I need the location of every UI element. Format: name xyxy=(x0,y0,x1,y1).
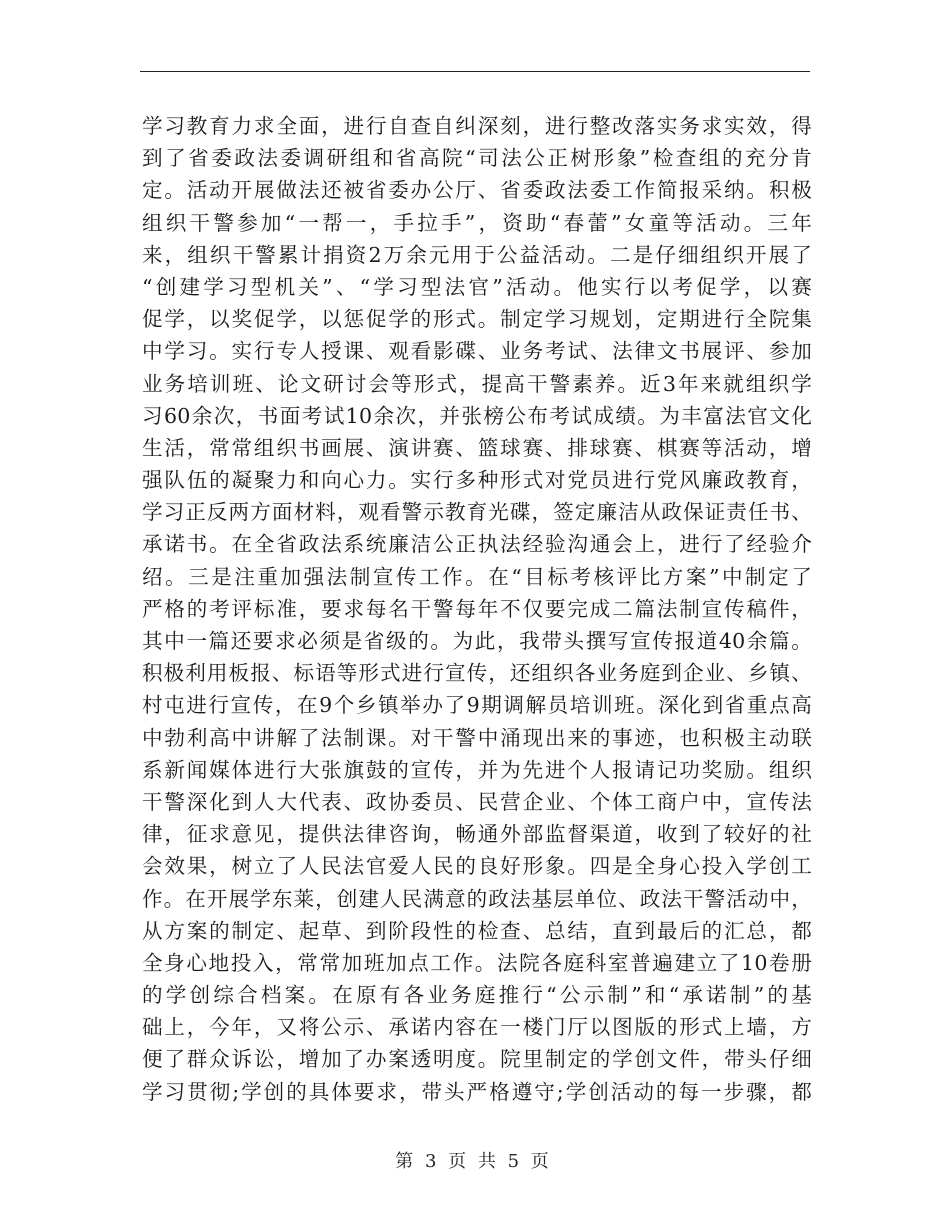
text-line: 中勃利高中讲解了法制课。对干警中涌现出来的事迹，也积极主动联 xyxy=(142,725,812,750)
text-line: 组织干警参加“一帮一，手拉手”，资助“春蕾”女童等活动。三年 xyxy=(142,210,812,235)
text-line: 会效果，树立了人民法官爱人民的良好形象。四是全身心投入学创工 xyxy=(142,854,812,879)
text-line: “创建学习型机关”、“学习型法官”活动。他实行以考促学，以赛 xyxy=(142,274,812,299)
text-line: 其中一篇还要求必须是省级的。为此，我带头撰写宣传报道40余篇。 xyxy=(142,629,812,653)
text-line: 绍。三是注重加强法制宣传工作。在“目标考核评比方案”中制定了 xyxy=(142,564,812,589)
header-rule xyxy=(140,71,810,72)
text-line: 业务培训班、论文研讨会等形式，提高干警素养。近3年来就组织学 xyxy=(142,371,812,396)
footer-current-page: 3 xyxy=(424,1151,437,1172)
text-line: 严格的考评标准，要求每名干警每年不仅要完成二篇法制宣传稿件， xyxy=(142,596,812,621)
page-footer xyxy=(0,1150,950,1174)
text-line: 生活，常常组织书画展、演讲赛、篮球赛、排球赛、棋赛等活动，增 xyxy=(142,435,812,460)
text-line: 承诺书。在全省政法系统廉洁公正执法经验沟通会上，进行了经验介 xyxy=(142,532,812,557)
text-line: 学习正反两方面材料，观看警示教育光碟，签定廉洁从政保证责任书、 xyxy=(142,500,812,525)
text-line: 学习教育力求全面，进行自查自纠深刻，进行整改落实务求实效，得 xyxy=(142,114,812,138)
body-text xyxy=(142,110,812,1108)
text-line: 的学创综合档案。在原有各业务庭推行“公示制”和“承诺制”的基 xyxy=(142,983,812,1008)
text-line: 积极利用板报、标语等形式进行宣传，还组织各业务庭到企业、乡镇、 xyxy=(142,661,812,686)
footer-total-pages: 5 xyxy=(507,1151,520,1172)
text-line: 从方案的制定、起草、到阶段性的检查、总结，直到最后的汇总，都 xyxy=(142,918,812,943)
text-line: 学习贯彻;学创的具体要求，带头严格遵守;学创活动的每一步骤，都 xyxy=(142,1079,812,1104)
text-line: 础上，今年，又将公示、承诺内容在一楼门厅以图版的形式上墙，方 xyxy=(142,1015,812,1040)
text-line: 习60余次，书面考试10余次，并张榜公布考试成绩。为丰富法官文化 xyxy=(142,403,812,428)
footer-label-total: 共 xyxy=(477,1151,496,1172)
text-line: 促学，以奖促学，以惩促学的形式。制定学习规划，定期进行全院集 xyxy=(142,307,812,332)
text-line: 来，组织干警累计捐资2万余元用于公益活动。二是仔细组织开展了 xyxy=(142,242,812,267)
text-line: 全身心地投入，常常加班加点工作。法院各庭科室普遍建立了10卷册 xyxy=(142,950,812,975)
footer-label-prefix: 第 xyxy=(395,1151,414,1172)
text-line: 强队伍的凝聚力和向心力。实行多种形式对党员进行党风廉政教育， xyxy=(142,468,812,493)
text-line: 村屯进行宣传，在9个乡镇举办了9期调解员培训班。深化到省重点高 xyxy=(142,693,812,718)
text-line: 中学习。实行专人授课、观看影碟、业务考试、法律文书展评、参加 xyxy=(142,339,812,364)
text-line: 到了省委政法委调研组和省高院“司法公正树形象”检查组的充分肯 xyxy=(142,146,812,171)
text-line: 系新闻媒体进行大张旗鼓的宣传，并为先进个人报请记功奖励。组织 xyxy=(142,757,812,782)
text-line: 便了群众诉讼，增加了办案透明度。院里制定的学创文件，带头仔细 xyxy=(142,1047,812,1072)
text-line: 律，征求意见，提供法律咨询，畅通外部监督渠道，收到了较好的社 xyxy=(142,822,812,847)
text-line: 定。活动开展做法还被省委办公厅、省委政法委工作简报采纳。积极 xyxy=(142,178,812,203)
footer-label-page: 页 xyxy=(448,1151,467,1172)
text-line: 干警深化到人大代表、政协委员、民营企业、个体工商户中，宣传法 xyxy=(142,789,812,814)
footer-label-suffix: 页 xyxy=(530,1151,549,1172)
text-line: 作。在开展学东莱，创建人民满意的政法基层单位、政法干警活动中， xyxy=(142,886,812,911)
